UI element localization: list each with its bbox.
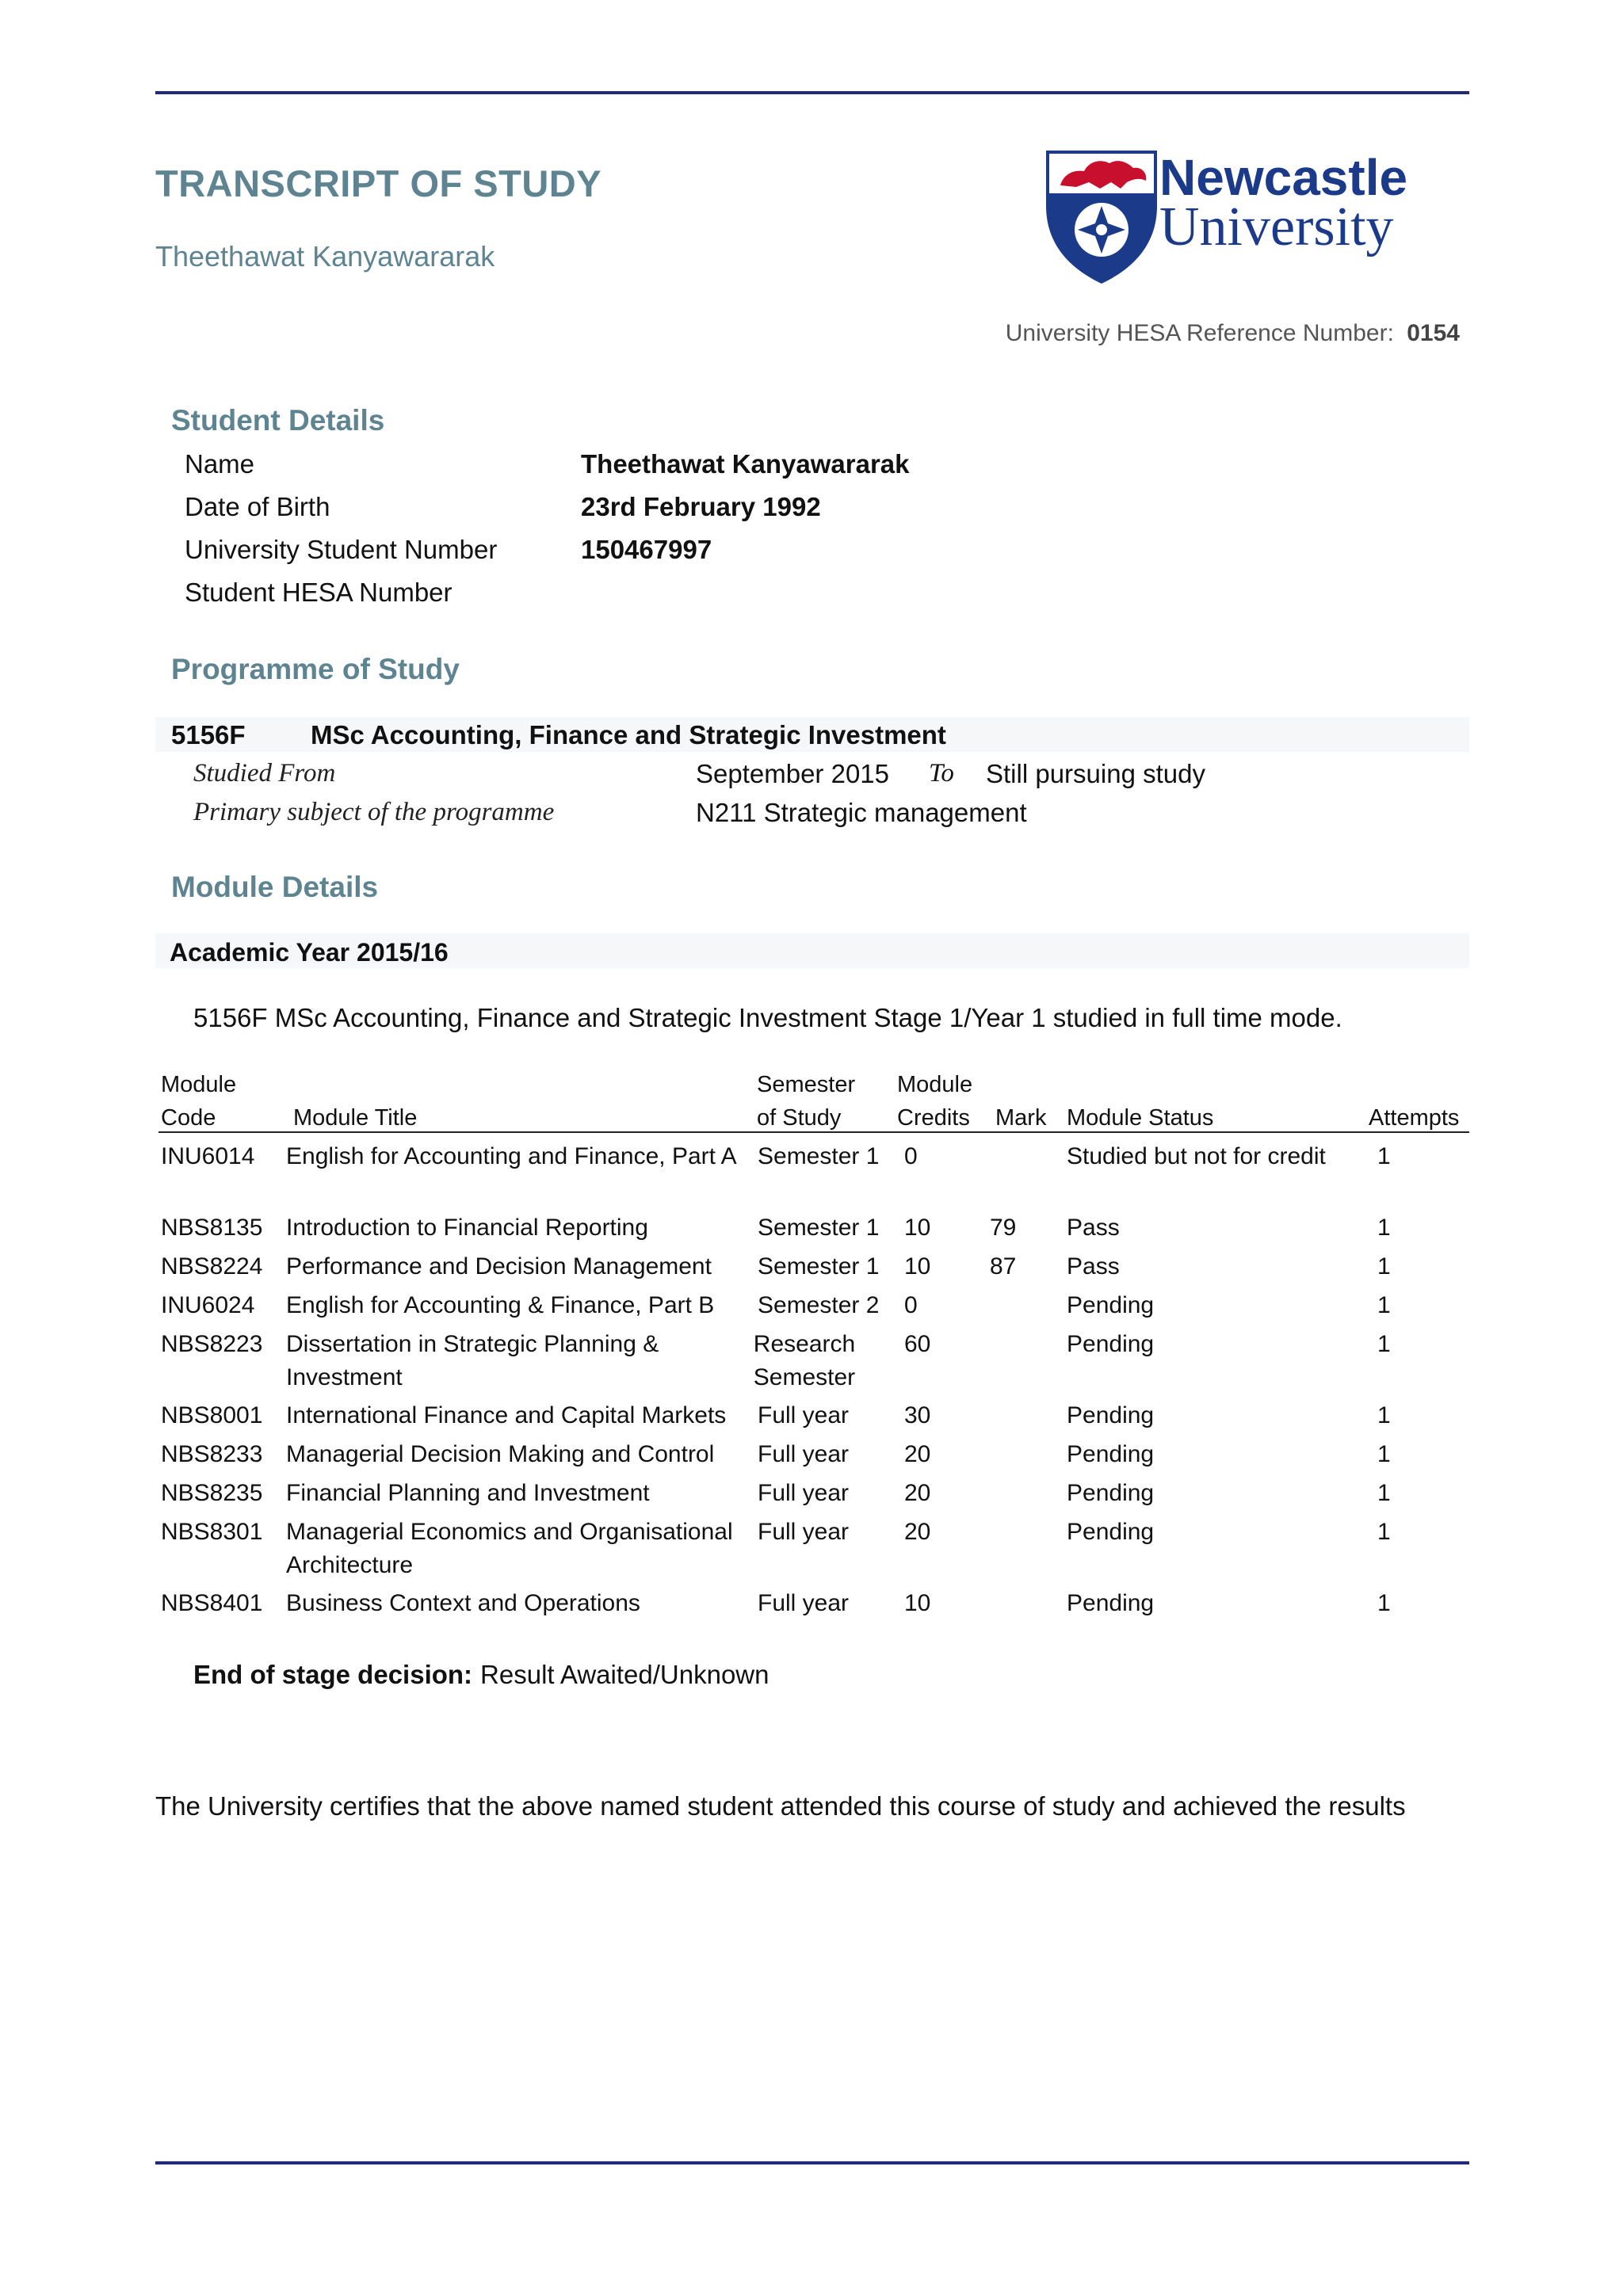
- cell-code: NBS8223: [161, 1331, 263, 1357]
- cell-credits: 20: [904, 1519, 931, 1545]
- header-mark: Mark: [995, 1105, 1047, 1131]
- cell-code: INU6014: [161, 1143, 255, 1169]
- document-title: TRANSCRIPT OF STUDY: [155, 162, 602, 204]
- cell-credits: 60: [904, 1331, 931, 1357]
- cell-credits: 10: [904, 1253, 931, 1280]
- student-header-name: Theethawat Kanyawararak: [155, 240, 495, 273]
- header-semester: [757, 1068, 855, 1135]
- cell-semester: Full year: [758, 1441, 850, 1467]
- decision-label: End of stage decision:: [193, 1660, 473, 1689]
- detail-value: Theethawat Kanyawararak: [581, 449, 910, 479]
- student-details-heading: Student Details: [171, 404, 385, 437]
- detail-label: Date of Birth: [185, 492, 330, 521]
- hesa-reference-value: 0154: [1407, 320, 1460, 346]
- programme-name: MSc Accounting, Finance and Strategic Investment: [311, 720, 946, 749]
- detail-label: University Student Number: [185, 535, 498, 564]
- hesa-reference-label: University HESA Reference Number:: [1005, 320, 1394, 346]
- header-text: Credits: [897, 1105, 970, 1131]
- studied-from-label: Studied From: [193, 759, 336, 788]
- cell-semester: Research Semester: [753, 1331, 856, 1390]
- to-label: To: [929, 759, 954, 788]
- header-text: Module: [897, 1072, 973, 1097]
- cell-semester: Semester 2: [758, 1292, 880, 1318]
- header-attempts: Attempts: [1369, 1105, 1460, 1131]
- cell-title: Dissertation in Strategic Planning & Investment: [286, 1331, 659, 1390]
- cell-semester: Semester 1: [758, 1253, 880, 1280]
- cell-status: Studied but not for credit: [1067, 1143, 1326, 1169]
- header-credits: [897, 1068, 972, 1135]
- module-details-heading: Module Details: [171, 871, 379, 903]
- table-header-rule: [158, 1131, 1469, 1133]
- header-status: Module Status: [1067, 1105, 1214, 1131]
- cell-title: Performance and Decision Management: [286, 1253, 712, 1280]
- cell-status: Pass: [1067, 1215, 1120, 1241]
- cell-credits: 10: [904, 1215, 931, 1241]
- cell-title: Business Context and Operations: [286, 1590, 640, 1616]
- cell-status: Pending: [1067, 1402, 1155, 1428]
- cell-title: English for Accounting & Finance, Part B: [286, 1292, 715, 1318]
- cell-mark: 79: [990, 1215, 1017, 1241]
- programme-code: 5156F: [171, 720, 246, 749]
- detail-value: 23rd February 1992: [581, 492, 821, 521]
- cell-semester: Full year: [758, 1590, 850, 1616]
- cell-attempts: 1: [1377, 1143, 1391, 1169]
- cell-attempts: 1: [1377, 1292, 1391, 1318]
- cell-status: Pending: [1067, 1590, 1155, 1616]
- cell-credits: 0: [904, 1292, 918, 1318]
- cell-attempts: 1: [1377, 1402, 1391, 1428]
- header-module-title: Module Title: [293, 1105, 418, 1131]
- cell-status: Pending: [1067, 1331, 1155, 1357]
- cell-title: Managerial Decision Making and Control: [286, 1441, 715, 1467]
- cell-status: Pending: [1067, 1480, 1155, 1506]
- cell-code: INU6024: [161, 1292, 255, 1318]
- cell-credits: 20: [904, 1441, 931, 1467]
- cell-semester: Semester 1: [758, 1215, 880, 1241]
- cell-status: Pending: [1067, 1441, 1155, 1467]
- decision-value: Result Awaited/Unknown: [480, 1660, 769, 1689]
- cell-credits: 20: [904, 1480, 931, 1506]
- university-logo: [1044, 151, 1433, 285]
- cell-semester: Full year: [758, 1480, 850, 1506]
- academic-year: Academic Year 2015/16: [170, 938, 449, 967]
- bottom-rule: [155, 2161, 1469, 2164]
- stage-note: 5156F MSc Accounting, Finance and Strategic Investment Stage 1/Year 1 studied in full time mode.: [193, 1003, 1342, 1032]
- cell-status: Pending: [1067, 1519, 1155, 1545]
- header-text: Code: [161, 1105, 216, 1131]
- studied-from-value: September 2015: [696, 759, 890, 788]
- cell-credits: 0: [904, 1143, 918, 1169]
- to-value: Still pursuing study: [986, 759, 1205, 788]
- cell-semester: Full year: [758, 1402, 850, 1428]
- cell-title: Financial Planning and Investment: [286, 1480, 650, 1506]
- primary-subject-label: Primary subject of the programme: [193, 798, 555, 826]
- logo-line-2: University: [1159, 196, 1394, 257]
- cell-code: NBS8001: [161, 1402, 263, 1428]
- cell-attempts: 1: [1377, 1331, 1391, 1357]
- cell-code: NBS8401: [161, 1590, 263, 1616]
- cell-attempts: 1: [1377, 1441, 1391, 1467]
- cell-attempts: 1: [1377, 1215, 1391, 1241]
- cell-credits: 30: [904, 1402, 931, 1428]
- programme-heading: Programme of Study: [171, 653, 460, 685]
- end-of-stage-decision: [193, 1660, 769, 1690]
- header-text: of Study: [757, 1105, 842, 1131]
- certification-text: The University certifies that the above named student attended this course of study and achieved the results: [155, 1791, 1406, 1821]
- primary-subject-value: N211 Strategic management: [696, 798, 1027, 827]
- hesa-reference: [1006, 320, 1460, 347]
- cell-status: Pending: [1067, 1292, 1155, 1318]
- cell-attempts: 1: [1377, 1253, 1391, 1280]
- cell-code: NBS8235: [161, 1480, 263, 1506]
- cell-code: NBS8301: [161, 1519, 263, 1545]
- logo-line-1: Newcastle: [1159, 149, 1408, 206]
- detail-value: 150467997: [581, 535, 712, 564]
- cell-title: Managerial Economics and Organisational Architecture: [286, 1519, 733, 1578]
- cell-status: Pass: [1067, 1253, 1120, 1280]
- detail-label: Name: [185, 449, 255, 479]
- cell-semester: Semester 1: [758, 1143, 880, 1169]
- cell-attempts: 1: [1377, 1590, 1391, 1616]
- cell-title: English for Accounting and Finance, Part A: [286, 1143, 737, 1169]
- top-rule: [155, 91, 1469, 94]
- cell-semester: Full year: [758, 1519, 850, 1545]
- cell-title: Introduction to Financial Reporting: [286, 1215, 648, 1241]
- cell-attempts: 1: [1377, 1519, 1391, 1545]
- header-module-code: [161, 1068, 236, 1135]
- cell-code: NBS8224: [161, 1253, 263, 1280]
- header-text: Module: [161, 1072, 237, 1097]
- cell-code: NBS8233: [161, 1441, 263, 1467]
- cell-title: International Finance and Capital Markets: [286, 1402, 727, 1428]
- header-text: Semester: [757, 1072, 856, 1097]
- cell-code: NBS8135: [161, 1215, 263, 1241]
- cell-attempts: 1: [1377, 1480, 1391, 1506]
- detail-label: Student HESA Number: [185, 578, 453, 607]
- cell-mark: 87: [990, 1253, 1017, 1280]
- cell-credits: 10: [904, 1590, 931, 1616]
